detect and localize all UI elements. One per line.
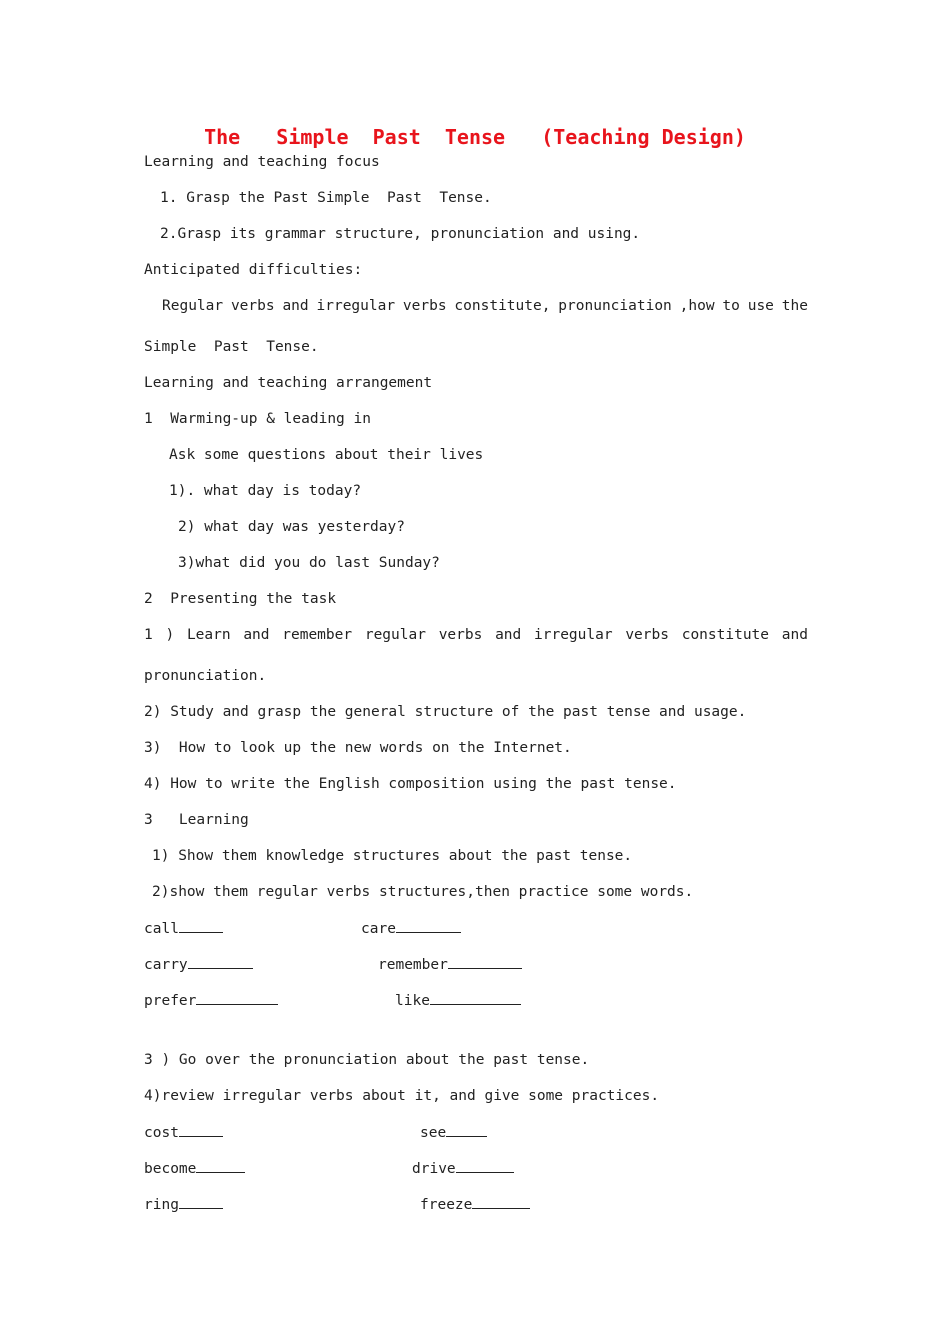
difficulties-line-1: Regular verbs and irregular verbs constitute, pronunciation ,how to use the	[162, 298, 808, 314]
exercise-word: remember	[378, 954, 522, 975]
arrangement-heading: Learning and teaching arrangement	[144, 375, 433, 391]
question-2: 2) what day was yesterday?	[178, 519, 405, 535]
section-3-heading: 3 Learning	[144, 812, 249, 828]
focus-item-2: 2.Grasp its grammar structure, pronunciation and using.	[160, 226, 641, 242]
learning-item-3: 3 ) Go over the pronunciation about the past tense.	[144, 1052, 590, 1068]
task-item-1-line-2: pronunciation.	[144, 668, 267, 684]
exercise-word: care	[361, 918, 461, 939]
document-title: The Simple Past Tense (Teaching Design)	[204, 125, 746, 149]
task-item-1-line-1: 1 ) Learn and remember regular verbs and irregular verbs constitute and	[144, 627, 808, 643]
exercise-word: like	[395, 990, 521, 1011]
question-1: 1). what day is today?	[169, 483, 362, 499]
exercise-word: drive	[412, 1158, 514, 1179]
section-1-heading: 1 Warming-up & leading in	[144, 411, 371, 427]
difficulties-line-2: Simple Past Tense.	[144, 339, 319, 355]
learning-item-2: 2)show them regular verbs structures,then practice some words.	[152, 884, 694, 900]
exercise-word: call	[144, 918, 223, 939]
exercise-word: see	[420, 1122, 487, 1143]
task-item-4: 4) How to write the English composition using the past tense.	[144, 776, 677, 792]
question-3: 3)what did you do last Sunday?	[178, 555, 440, 571]
exercise-word: cost	[144, 1122, 223, 1143]
focus-item-1: 1. Grasp the Past Simple Past Tense.	[160, 190, 492, 206]
difficulties-heading: Anticipated difficulties:	[144, 262, 363, 278]
focus-heading: Learning and teaching focus	[144, 154, 380, 170]
exercise-word: become	[144, 1158, 245, 1179]
section-1-intro: Ask some questions about their lives	[169, 447, 484, 463]
task-item-2: 2) Study and grasp the general structure of the past tense and usage.	[144, 704, 747, 720]
section-2-heading: 2 Presenting the task	[144, 591, 337, 607]
exercise-word: carry	[144, 954, 253, 975]
learning-item-4: 4)review irregular verbs about it, and give some practices.	[144, 1088, 660, 1104]
exercise-word: prefer	[144, 990, 278, 1011]
exercise-word: ring	[144, 1194, 223, 1215]
learning-item-1: 1) Show them knowledge structures about the past tense.	[152, 848, 633, 864]
exercise-word: freeze	[420, 1194, 530, 1215]
task-item-3: 3) How to look up the new words on the Internet.	[144, 740, 572, 756]
